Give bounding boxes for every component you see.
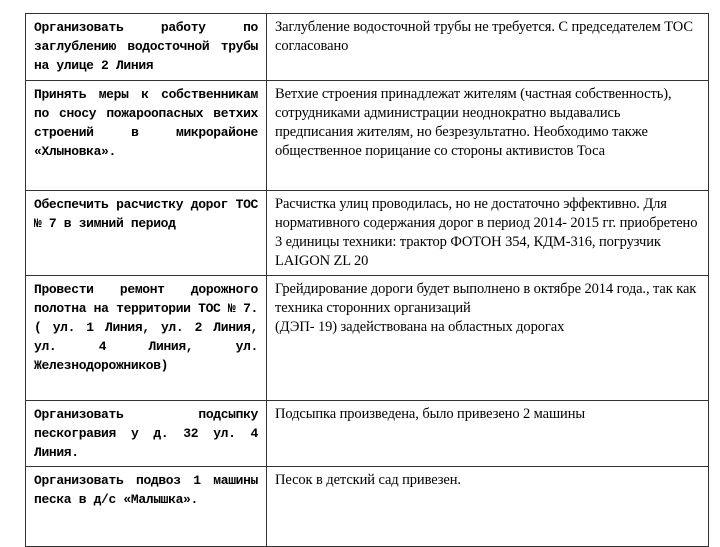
task-text: Организовать подсыпку пескогравия у д. 32 ул. 4 Линия.	[34, 407, 258, 460]
document-page	[25, 13, 709, 536]
table-row	[26, 276, 709, 401]
result-text: Подсыпка произведена, было привезено 2 машины	[275, 406, 586, 422]
task-cell	[26, 191, 267, 276]
result-cell	[267, 276, 709, 401]
result-cell	[267, 467, 709, 547]
table-row	[26, 81, 709, 191]
result-cell	[267, 191, 709, 276]
table-row	[26, 14, 709, 81]
task-cell	[26, 276, 267, 401]
result-cell	[267, 401, 709, 467]
result-text: Песок в детский сад привезен.	[275, 472, 461, 488]
result-text: Заглубление водосточной трубы не требуется. С председателем ТОС согласовано	[275, 19, 693, 54]
task-cell	[26, 467, 267, 547]
measures-table	[25, 13, 709, 547]
task-text: Организовать работу по заглублению водосточной трубы на улице 2 Линия	[34, 20, 258, 73]
result-cell	[267, 81, 709, 191]
table-row	[26, 401, 709, 467]
result-cell	[267, 14, 709, 81]
task-text: Организовать подвоз 1 машины песка в д/с «Малышка».	[34, 473, 258, 507]
task-cell	[26, 81, 267, 191]
task-text: Принять меры к собственникам по сносу пожароопасных ветхих строений в микрорайоне «Хлыновка».	[34, 87, 258, 159]
task-cell	[26, 14, 267, 81]
task-cell	[26, 401, 267, 467]
result-text: Грейдирование дороги будет выполнено в октябре 2014 года., так как техника сторонних организаций (ДЭП- 19) задействована на областных дорогах	[275, 281, 697, 335]
task-text: Обеспечить расчистку дорог ТОС № 7 в зимний период	[34, 197, 258, 231]
table-row	[26, 191, 709, 276]
result-text: Расчистка улиц проводилась, но не достаточно эффективно. Для нормативного содержания дорог в период 2014- 2015 гг. приобретено 3 единицы техники: трактор ФОТОН 354, КДМ-316, погрузчик LAIGON ZL 20	[275, 196, 698, 269]
result-text: Ветхие строения принадлежат жителям (частная собственность), сотрудниками администрации неоднократно выдавались предписания жителям, но безрезультатно. Необходимо также общественное порицание со стороны активистов Тоса	[275, 86, 672, 159]
task-text: Провести ремонт дорожного полотна на территории ТОС № 7. ( ул. 1 Линия, ул. 2 Линия, ул. 4 Линия, ул. Железнодорожников)	[34, 282, 258, 373]
table-row	[26, 467, 709, 547]
